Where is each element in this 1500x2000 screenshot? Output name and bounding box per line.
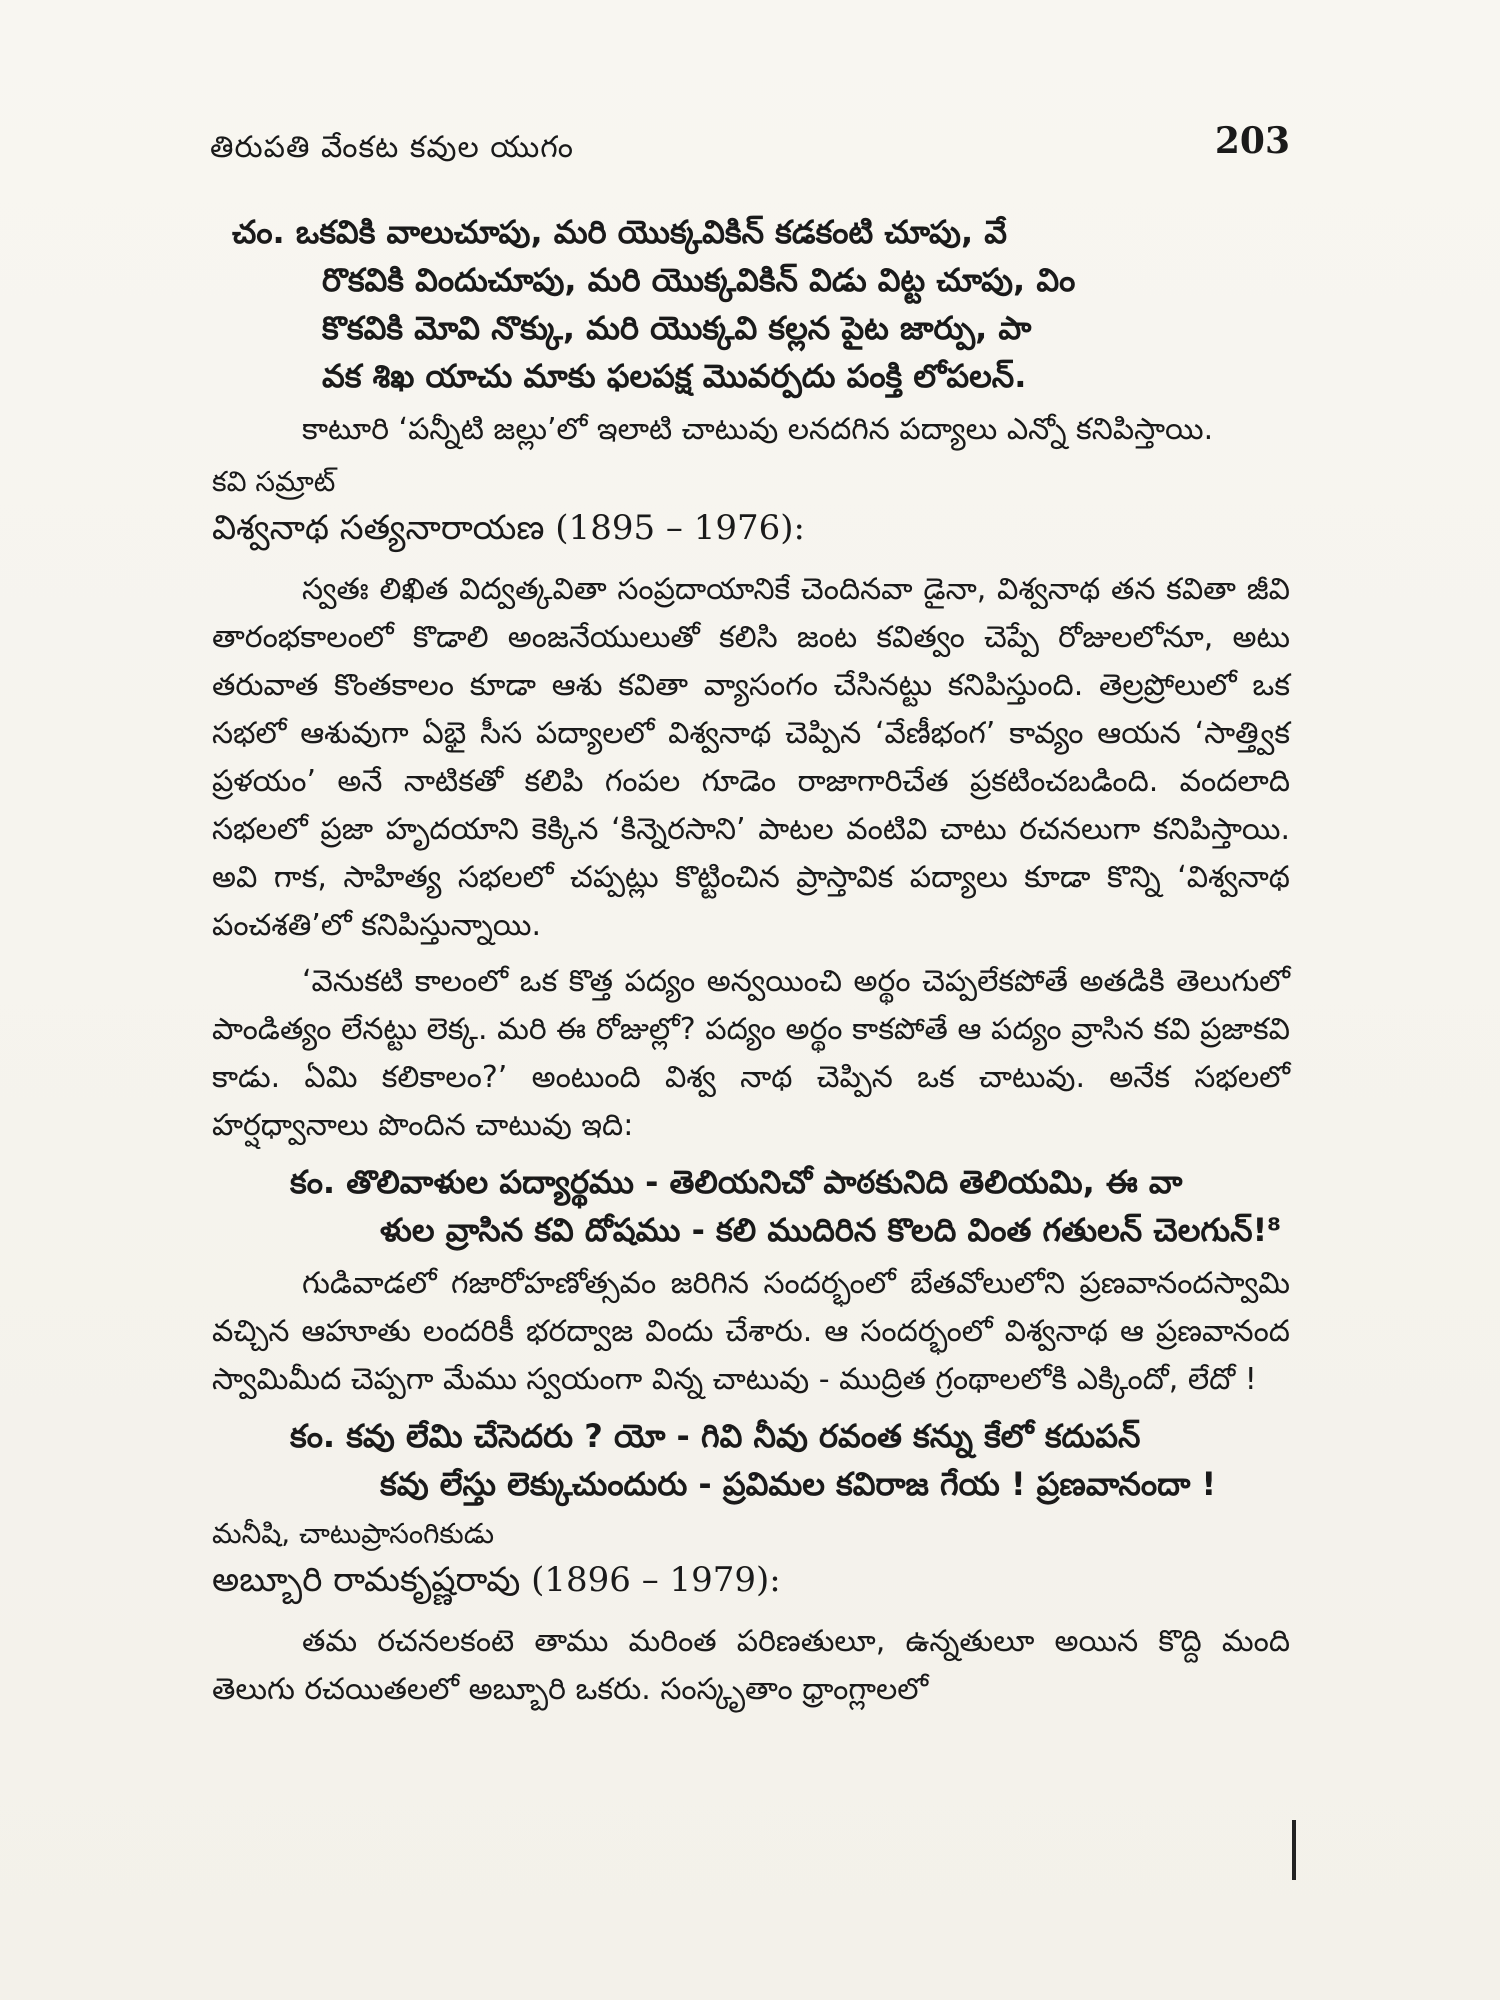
verse-line: వక శిఖ యాచు మాకు ఫలపక్ష మొవర్పదు పంక్తి లోపలన్. <box>322 357 1027 395</box>
verse-kanda-2 <box>212 1412 1290 1508</box>
section-tag: కవి సమ్రాట్ <box>212 465 336 498</box>
verse-line: ళుల వ్రాసిన కవి దోషము - కలి ముదిరిన కొలది వింత గతులన్ చెలగున్!⁸ <box>380 1211 1282 1249</box>
verse-line: కం. తొలివాళుల పద్యార్థము - తెలియనిచో పాఠకునిది తెలియమి, ఈ వా <box>290 1163 1183 1201</box>
paragraph: స్వతః లిఖిత విద్వత్కవితా సంప్రదాయానికే చెందినవా డైనా, విశ్వనాథ తన కవితా జీవి తారంభకాలంలో కొడాలి అంజనేయులుతో కలిసి జంట కవిత్వం చెప్పే రోజులలోనూ, అటు తరువాత కొంతకాలం కూడా ఆశు కవితా వ్యాసంగం చేసినట్టు కనిపిస్తుంది. తెల్రప్రోలులో ఒక సభలో ఆశువుగా ఏభై సీస పద్యాలలో విశ్వనాథ చెప్పిన ‘వేణీభంగ’ కావ్యం ఆయన ‘సాత్త్విక ప్రళయం’ అనే నాటికతో కలిపి గంపల గూడెం రాజాగారిచేత ప్రకటించబడింది. వందలాది సభలలో ప్రజా హృదయాని కెక్కిన ‘కిన్నెరసాని’ పాటల వంటివి చాటు రచనలుగా కనిపిస్తాయి. అవి గాక, సాహిత్య సభలలో చప్పట్లు కొట్టించిన ప్రాస్తావిక పద్యాలు కూడా కొన్ని ‘విశ్వనాథ పంచశతి’లో కనిపిస్తున్నాయి. <box>212 572 1290 943</box>
section-tag: మనీషి, చాటుప్రాసంగికుడు <box>212 1517 495 1550</box>
verse-kanda-1 <box>212 1158 1290 1254</box>
section-heading-name: విశ్వనాథ సత్యనారాయణ <box>212 508 545 548</box>
running-title: తిరుపతి వేంకట కవుల యుగం <box>210 130 574 165</box>
verse-line: కవు లేస్తు లెక్కుచుందురు - ప్రవిమల కవిరాజ గేయ ! ప్రణవానందా ! <box>380 1465 1217 1503</box>
verse-line: రొకవికి విందుచూపు, మరి యొక్కవికిన్ విడు విట్ట చూపు, విం <box>322 261 1076 299</box>
margin-mark <box>1292 1820 1296 1880</box>
paragraph: ‘వెనుకటి కాలంలో ఒక కొత్త పద్యం అన్వయించి అర్థం చెప్పలేకపోతే అతడికి తెలుగులో పాండిత్యం లేనట్టు లెక్క. మరి ఈ రోజుల్లో? పద్యం అర్థం కాకపోతే ఆ పద్యం వ్రాసిన కవి ప్రజాకవి కాడు. ఏమి కలికాలం?’ అంటుంది విశ్వ నాథ చెప్పిన ఒక చాటువు. అనేక సభలలో హర్షధ్వానాలు పొందిన చాటువు ఇది: <box>212 964 1290 1143</box>
paragraph: తమ రచనలకంటె తాము మరింత పరిణతులూ, ఉన్నతులూ అయిన కొద్ది మంది తెలుగు రచయితలలో అబ్బూరి ఒకరు. సంస్కృతాం ధ్రాంగ్లాలలో <box>212 1624 1290 1707</box>
paragraph: గుడివాడలో గజారోహణోత్సవం జరిగిన సందర్భంలో బేతవోలులోని ప్రణవానందస్వామి వచ్చిన ఆహూతు లందరికీ భరద్వాజ విందు చేశారు. ఆ సందర్భంలో విశ్వనాథ ఆ ప్రణవానంద స్వామిమీద చెప్పగా మేము స్వయంగా విన్న చాటువు - ముద్రిత గ్రంథాలలోకి ఎక్కిందో, లేదో ! <box>212 1266 1290 1397</box>
verse-line: చం. ఒకవికి వాలుచూపు, మరి యొక్కవికిన్ కడకంటి చూపు, వే <box>232 213 1008 251</box>
verse-champakamala <box>212 208 1290 400</box>
section-heading <box>212 1554 1290 1606</box>
page-header <box>210 120 1290 180</box>
section-heading-years: (1895 – 1976): <box>555 508 805 548</box>
verse-line: కం. కవు లేమి చేసెదరు ? యో - గివి నీవు రవంత కన్ను కేలో కదుపన్ <box>290 1417 1141 1455</box>
page-number: 203 <box>1214 120 1290 162</box>
page-body <box>212 208 1290 1722</box>
section-heading-name: అబ్బూరి రామకృష్ణరావు <box>212 1560 521 1600</box>
paragraph: కాటూరి ‘పన్నీటి జల్లు’లో ఇలాటి చాటువు లనదగిన పద్యాలు ఎన్నో కనిపిస్తాయి. <box>302 412 1214 447</box>
section-heading-years: (1896 – 1979): <box>531 1560 781 1600</box>
section-heading <box>212 502 1290 554</box>
verse-line: కొకవికి మోవి నొక్కు, మరి యొక్కవి కల్లన పైట జార్పు, పా <box>322 309 1032 347</box>
